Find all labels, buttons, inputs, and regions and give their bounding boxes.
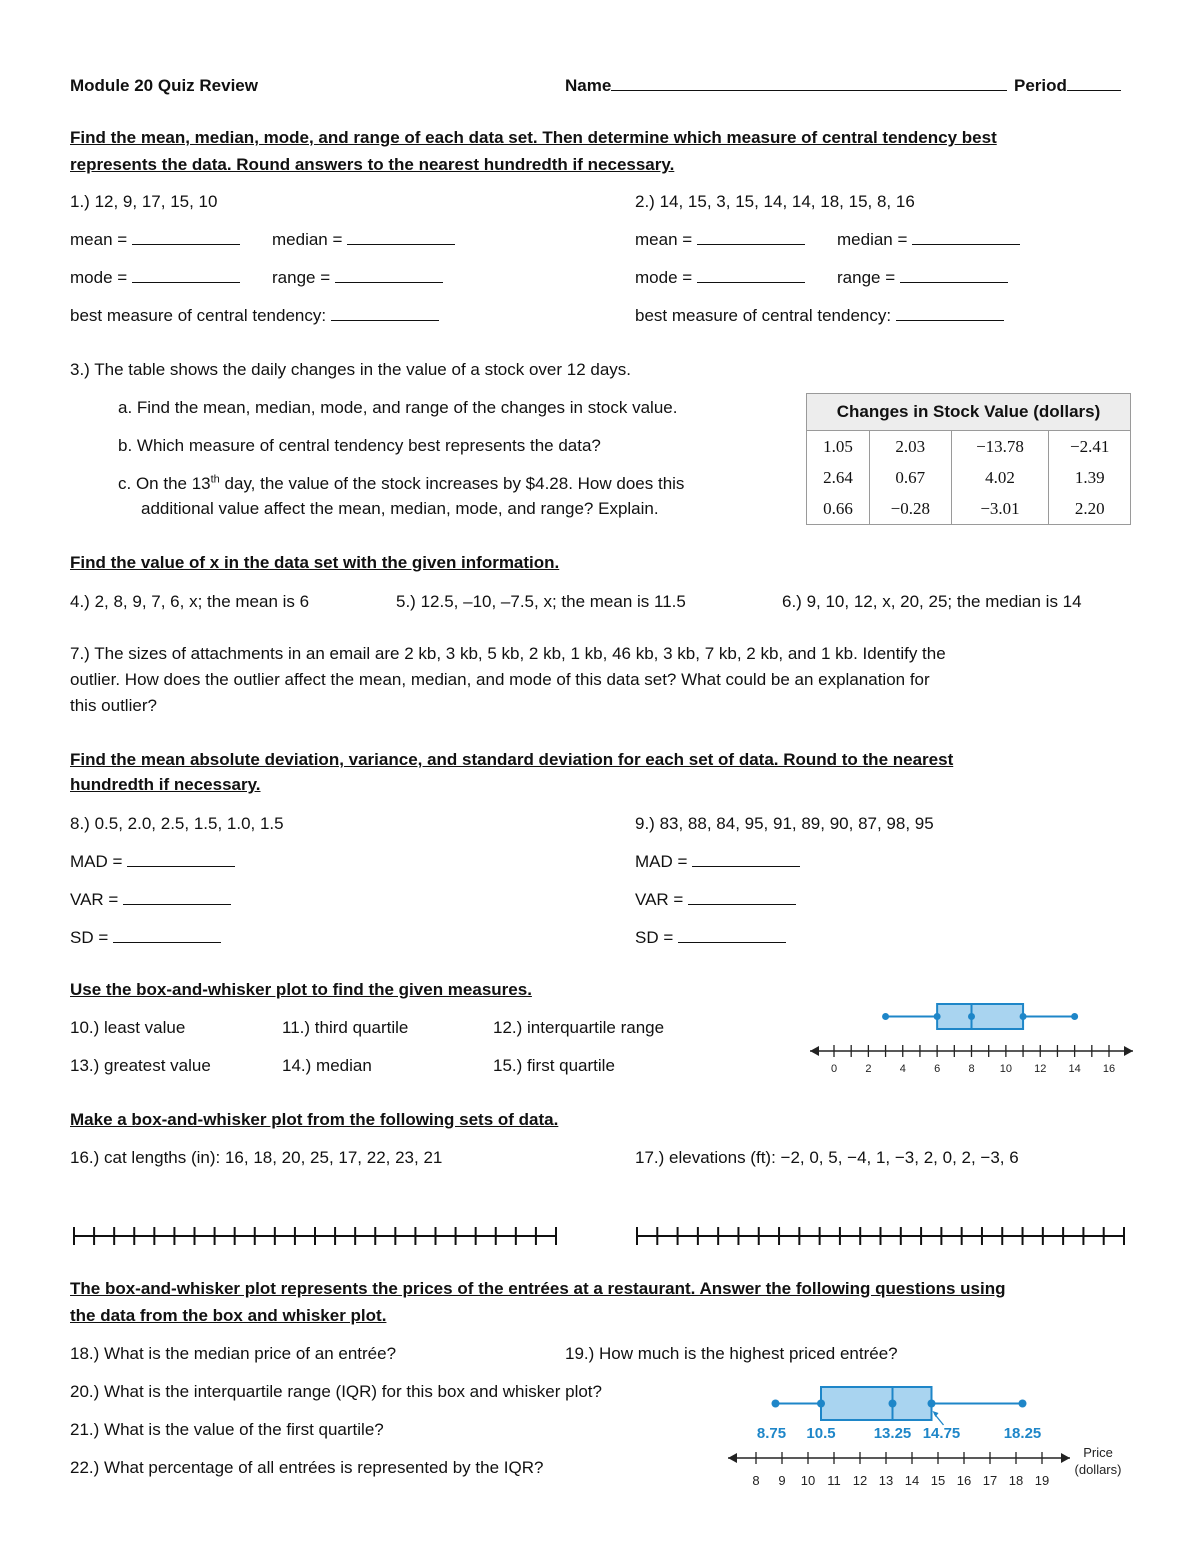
question-6: 6.) 9, 10, 12, x, 20, 25; the median is 14 [782, 592, 1082, 611]
q1-mean: mean = [70, 230, 240, 250]
name-field[interactable] [611, 76, 1007, 91]
tick-label: 12 [1034, 1063, 1047, 1075]
q1-median-blank[interactable] [347, 230, 455, 245]
min-point [882, 1013, 889, 1020]
q1-best-measure: best measure of central tendency: [70, 306, 439, 326]
q9-sd: SD = [635, 928, 786, 948]
data-label: 13.25 [873, 1425, 912, 1442]
data-label: 14.75 [922, 1425, 961, 1442]
q2-mean: mean = [635, 230, 805, 250]
max-point [1071, 1013, 1078, 1020]
question-13: 13.) greatest value [70, 1056, 211, 1075]
axis-arrow-right [1124, 1046, 1133, 1056]
q8-var: VAR = [70, 890, 231, 910]
box-iqr [937, 1004, 1023, 1029]
section1-instruction-2: represents the data. Round answers to the nearest hundredth if necessary. [70, 155, 675, 174]
page-title: Module 20 Quiz Review [70, 76, 258, 95]
table-cell: 1.05 [807, 431, 870, 463]
stock-table-title: Changes in Stock Value (dollars) [807, 394, 1131, 431]
median-point [968, 1013, 975, 1020]
question-8: 8.) 0.5, 2.0, 2.5, 1.5, 1.0, 1.5 [70, 814, 284, 833]
question-3: 3.) The table shows the daily changes in the value of a stock over 12 days. [70, 360, 632, 379]
question-17: 17.) elevations (ft): −2, 0, 5, −4, 1, −3, 2, 0, 2, −3, 6 [635, 1148, 1019, 1167]
section4-instruction: Use the box-and-whisker plot to find the given measures. [70, 980, 532, 999]
axis-arrow-left [728, 1453, 737, 1463]
tick-label: 8 [752, 1473, 760, 1488]
section3-instruction-1: Find the mean absolute deviation, variance, and standard deviation for each set of data. Round to the nearest [70, 750, 954, 769]
q1-range-blank[interactable] [335, 268, 443, 283]
q1-mean-blank[interactable] [132, 230, 240, 245]
stock-table [806, 393, 1131, 525]
q2-best-measure: best measure of central tendency: [635, 306, 1004, 326]
q2-mean-blank[interactable] [697, 230, 805, 245]
table-cell: 4.02 [951, 462, 1049, 493]
period-label: Period [1014, 76, 1121, 96]
table-row [807, 431, 1131, 463]
question-15: 15.) first quartile [493, 1056, 615, 1075]
axis-label: Price [1083, 1445, 1113, 1460]
axis-arrow-right [1061, 1453, 1070, 1463]
table-cell: 1.39 [1074, 467, 1105, 487]
question-19: 19.) How much is the highest priced entrée? [565, 1344, 898, 1363]
median-point [889, 1400, 897, 1408]
section3-instruction-2: hundredth if necessary. [70, 775, 261, 794]
tick-label: 10 [800, 1473, 816, 1488]
question-21: 21.) What is the value of the first quartile? [70, 1420, 384, 1439]
question-12: 12.) interquartile range [493, 1018, 665, 1037]
q1-mode-blank[interactable] [132, 268, 240, 283]
tick-label: 16 [1102, 1063, 1116, 1075]
table-cell: −13.78 [951, 431, 1049, 463]
q3-point [1020, 1013, 1027, 1020]
min-point [772, 1400, 780, 1408]
question-22: 22.) What percentage of all entrées is represented by the IQR? [70, 1458, 544, 1477]
q9-sd-blank[interactable] [678, 928, 786, 943]
table-cell: −0.28 [870, 493, 952, 525]
data-label: 18.25 [1003, 1425, 1042, 1442]
table-cell: −2.41 [1070, 436, 1110, 456]
q8-mad: MAD = [70, 852, 235, 872]
question-18: 18.) What is the median price of an entrée? [70, 1344, 397, 1363]
table-cell: 2.20 [1074, 498, 1105, 518]
tick-label: 14 [1068, 1063, 1081, 1075]
tick-label: 4 [899, 1063, 906, 1075]
tick-label: 0 [830, 1063, 838, 1075]
question-4: 4.) 2, 8, 9, 7, 6, x; the mean is 6 [70, 592, 310, 611]
tick-label: 12 [852, 1473, 868, 1488]
table-row [807, 493, 1131, 525]
q2-best-blank[interactable] [896, 306, 1004, 321]
q8-var-blank[interactable] [123, 890, 231, 905]
q1-range: range = [272, 268, 443, 288]
q8-sd-blank[interactable] [113, 928, 221, 943]
question-2: 2.) 14, 15, 3, 15, 14, 14, 18, 15, 8, 16 [635, 192, 915, 211]
question-7-line3: this outlier? [70, 696, 157, 715]
question-1: 1.) 12, 9, 17, 15, 10 [70, 192, 218, 211]
question-3c-line2: additional value affect the mean, median, mode, and range? Explain. [141, 499, 659, 518]
q8-mad-blank[interactable] [127, 852, 235, 867]
q1-median: median = [272, 230, 455, 250]
blank-number-line-2[interactable] [633, 1222, 1133, 1250]
question-14: 14.) median [282, 1056, 372, 1075]
q9-var: VAR = [635, 890, 796, 910]
q1-mode: mode = [70, 268, 240, 288]
q2-range: range = [837, 268, 1008, 288]
question-7-line2: outlier. How does the outlier affect the mean, median, and mode of this data set? What could be an explanation for [70, 670, 930, 689]
q2-range-blank[interactable] [900, 268, 1008, 283]
q9-mad: MAD = [635, 852, 800, 872]
question-20: 20.) What is the interquartile range (IQR) for this box and whisker plot? [70, 1382, 602, 1401]
q1-point [817, 1400, 825, 1408]
q2-mode: mode = [635, 268, 805, 288]
tick-label: 17 [982, 1473, 998, 1488]
q8-sd: SD = [70, 928, 221, 948]
q3-point [928, 1400, 936, 1408]
name-label: Name [565, 76, 1007, 96]
question-3b: b. Which measure of central tendency best represents the data? [118, 436, 601, 455]
tick-label: 10 [999, 1063, 1012, 1075]
tick-label: 2 [865, 1063, 872, 1075]
q9-var-blank[interactable] [688, 890, 796, 905]
q2-median-blank[interactable] [912, 230, 1020, 245]
data-label: 10.5 [806, 1425, 836, 1442]
tick-label: 6 [934, 1063, 941, 1075]
question-7: 7.) The sizes of attachments in an email are 2 kb, 3 kb, 5 kb, 2 kb, 1 kb, 46 kb, 3 kb, 7 kb, 2 kb, and 1 kb. Identify the [70, 644, 946, 663]
q1-point [934, 1013, 941, 1020]
table-cell: −3.01 [951, 493, 1049, 525]
max-point [1019, 1400, 1027, 1408]
q9-mad-blank[interactable] [692, 852, 800, 867]
table-cell: 2.03 [870, 431, 952, 463]
box-plot-2 [720, 1380, 1140, 1495]
question-16: 16.) cat lengths (in): 16, 18, 20, 25, 17, 22, 23, 21 [70, 1148, 443, 1167]
tick-label: 19 [1034, 1473, 1050, 1488]
question-3c: c. On the 13th day, the value of the stock increases by $4.28. How does this [118, 473, 685, 493]
q3-pointer-arrowhead [933, 1411, 939, 1417]
period-field[interactable] [1067, 76, 1121, 91]
tick-label: 16 [956, 1473, 972, 1488]
q2-median: median = [837, 230, 1020, 250]
question-9: 9.) 83, 88, 84, 95, 91, 89, 90, 87, 98, 95 [635, 814, 934, 833]
blank-number-line-1[interactable] [70, 1222, 565, 1250]
table-cell: 0.66 [807, 493, 870, 525]
tick-label: 8 [968, 1063, 975, 1075]
tick-label: 18 [1008, 1473, 1024, 1488]
question-11: 11.) third quartile [282, 1018, 409, 1037]
box-iqr [821, 1387, 932, 1420]
tick-label: 15 [930, 1473, 946, 1488]
section2-instruction: Find the value of x in the data set with the given information. [70, 553, 560, 572]
question-3a: a. Find the mean, median, mode, and range of the changes in stock value. [118, 398, 678, 417]
axis-label: (dollars) [1074, 1462, 1122, 1477]
table-cell: 0.67 [870, 462, 952, 493]
tick-label: 14 [904, 1473, 920, 1488]
q2-mode-blank[interactable] [697, 268, 805, 283]
question-5: 5.) 12.5, –10, –7.5, x; the mean is 11.5 [396, 592, 686, 611]
axis-arrow-left [810, 1046, 819, 1056]
section6-instruction-2: the data from the box and whisker plot. [70, 1306, 387, 1325]
question-10: 10.) least value [70, 1018, 186, 1037]
box-plot-1 [800, 995, 1145, 1080]
data-label: 8.75 [756, 1425, 787, 1442]
section6-instruction-1: The box-and-whisker plot represents the prices of the entrées at a restaurant. Answer the following questions using [70, 1279, 1006, 1298]
table-cell: 2.64 [807, 462, 870, 493]
section1-instruction-1: Find the mean, median, mode, and range of each data set. Then determine which measure of central tendency best [70, 128, 997, 147]
tick-label: 11 [827, 1473, 841, 1488]
tick-label: 13 [878, 1473, 894, 1488]
section5-instruction: Make a box-and-whisker plot from the following sets of data. [70, 1110, 559, 1129]
table-row [807, 462, 1131, 493]
tick-label: 9 [778, 1473, 786, 1488]
q1-best-blank[interactable] [331, 306, 439, 321]
